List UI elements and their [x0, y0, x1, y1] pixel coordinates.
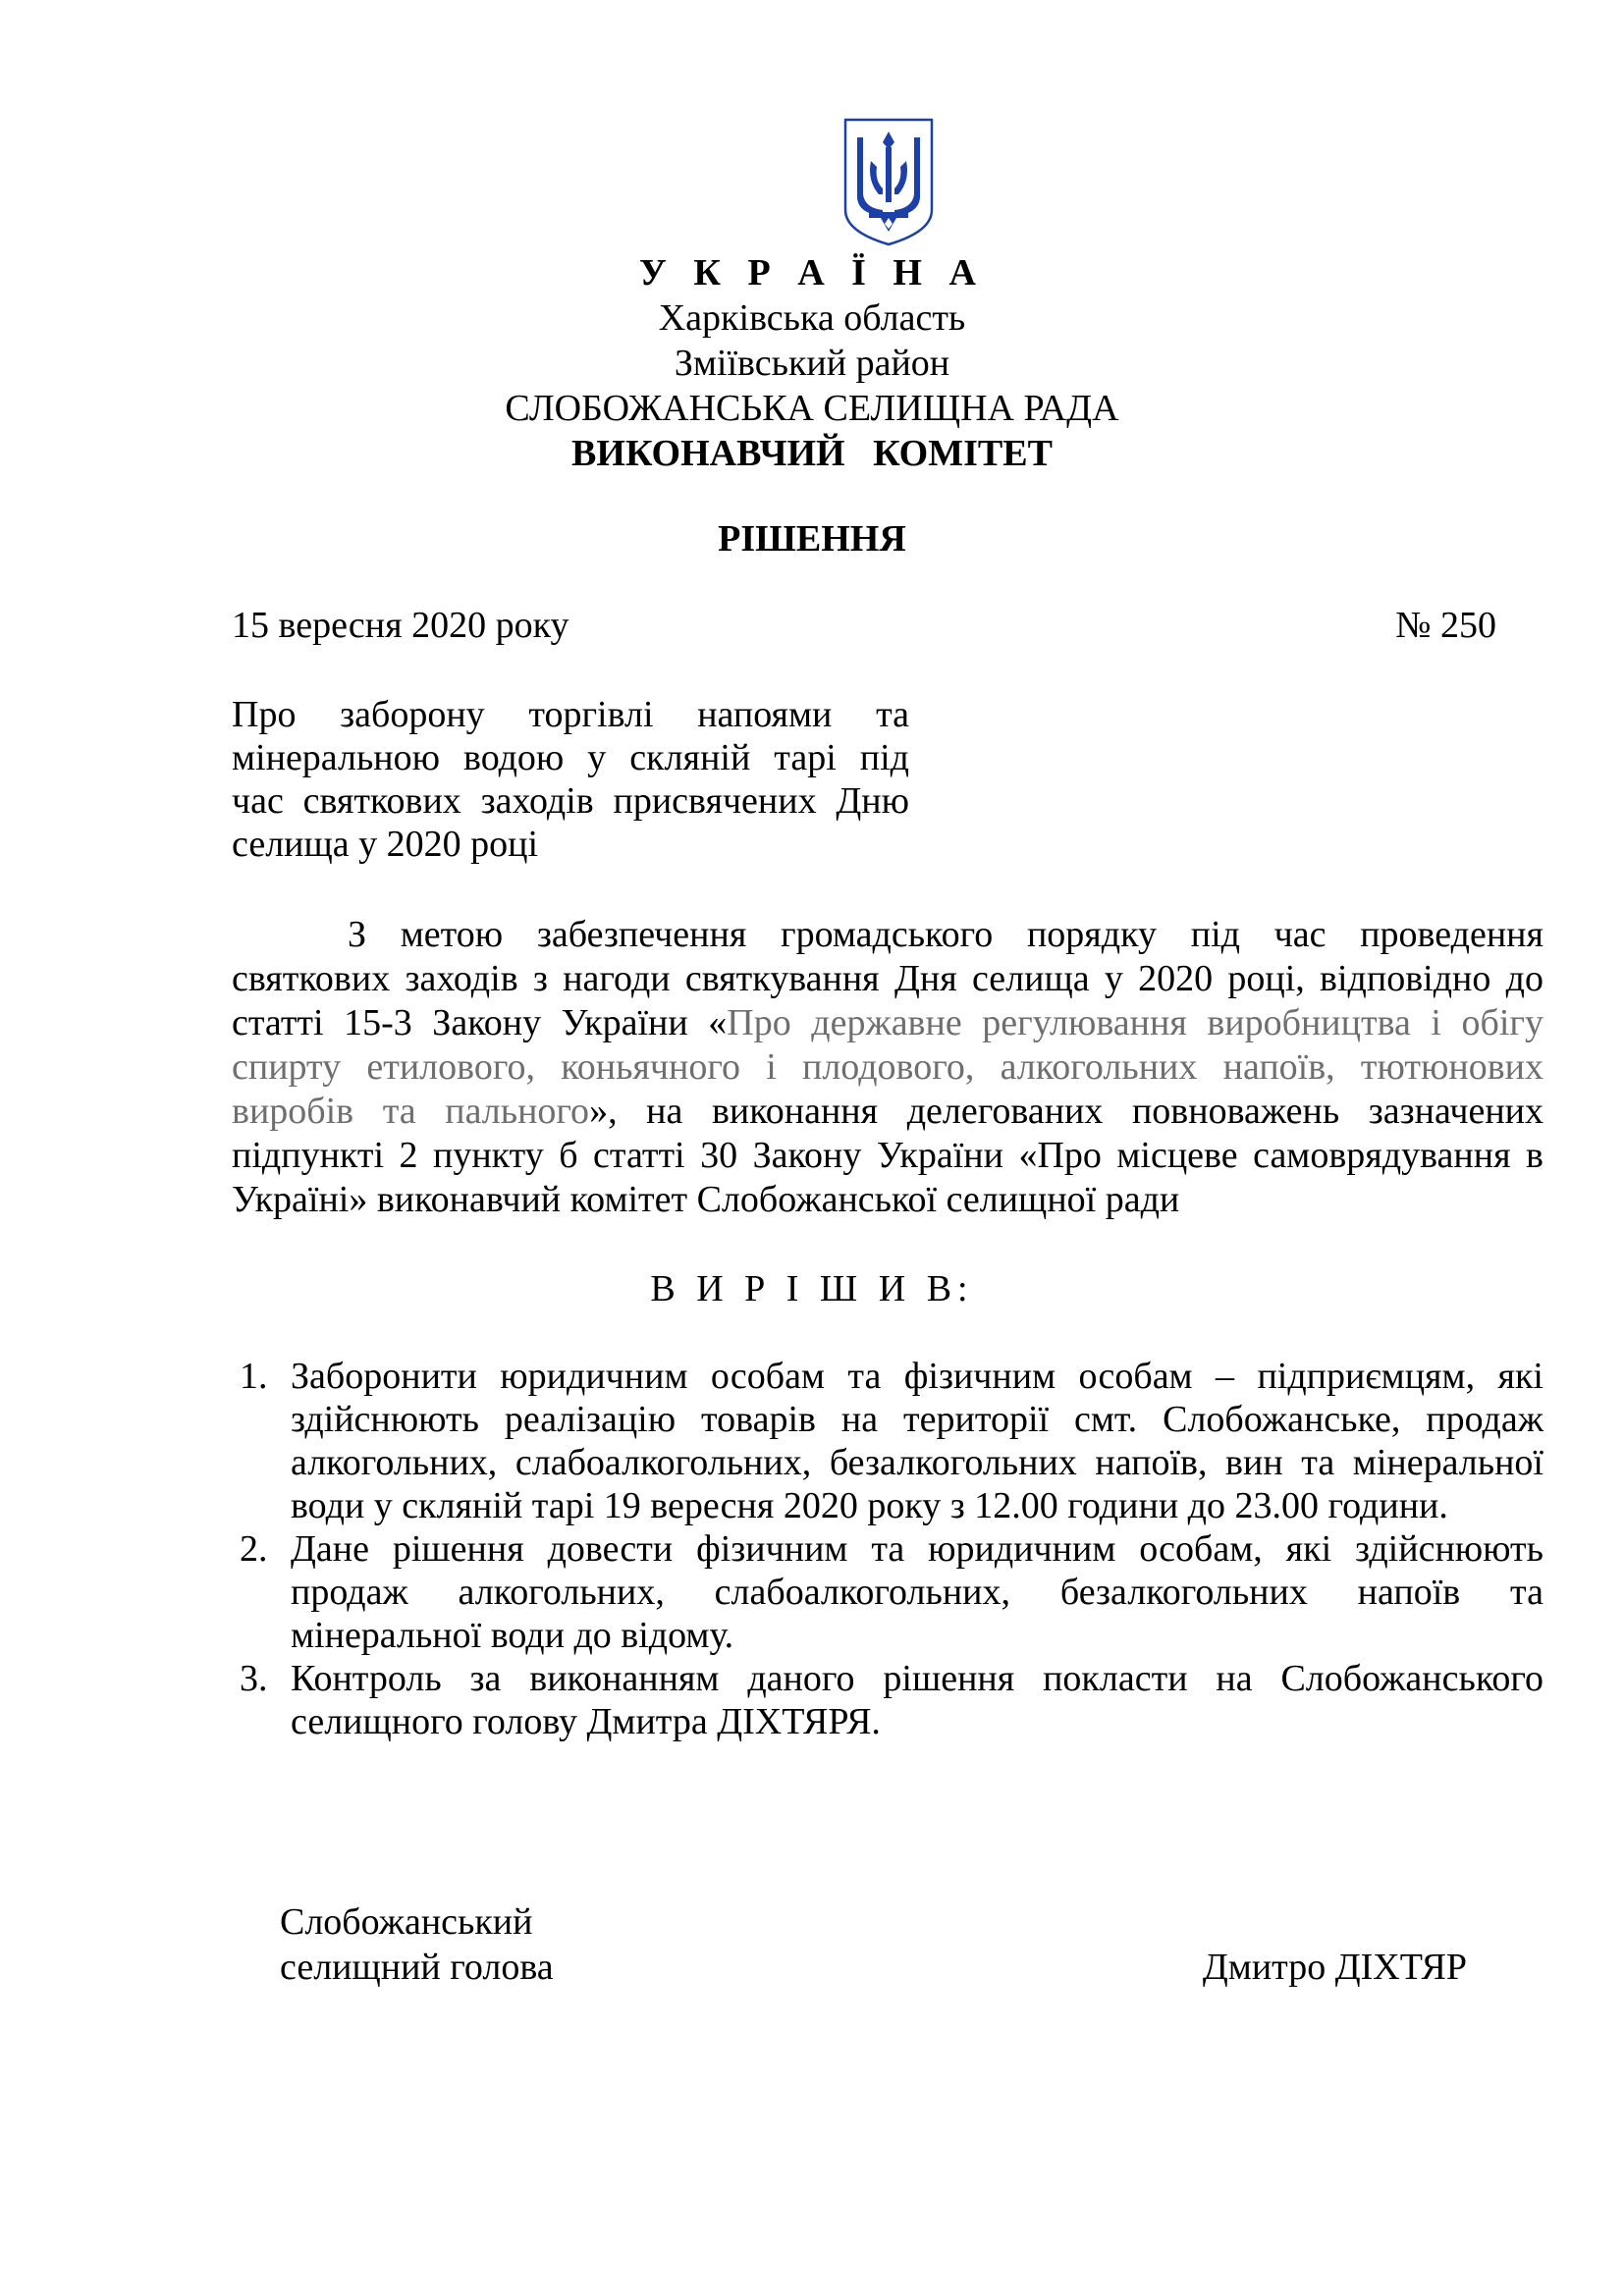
decision-item-line: селищного голову Дмитра ДІХТЯРЯ.: [291, 1701, 881, 1742]
preamble-line: святкових заходів з нагоди святкування Дня селища у 2020 році, відповідно до: [232, 958, 1543, 999]
signatory-title: [280, 1899, 554, 1990]
decision-item-line: Заборонити юридичним особам та фізичним особам – підприємцям, які: [291, 1356, 1543, 1397]
law-title-reference: Про державне регулювання виробництва і обігу: [727, 1002, 1543, 1043]
subject-line: мінеральною водою у скляній тарі під: [232, 737, 909, 778]
document-type-heading: РІШЕННЯ: [718, 518, 906, 560]
preamble-line-part: статті 15-3 Закону України «: [232, 1002, 728, 1043]
decision-item-line: Дане рішення довести фізичним та юридичним особам, які здійснюють: [291, 1528, 1543, 1570]
decision-item: [232, 1657, 1543, 1743]
signatory-title-line: селищний голова: [280, 1947, 554, 1988]
preamble-paragraph: [232, 913, 1543, 1222]
preamble-line: [232, 1090, 1543, 1134]
signatory-name: Дмитро ДІХТЯР: [1202, 1947, 1467, 1988]
decision-item-line: здійснюють реалізацію товарів на території смт. Слобожанське, продаж: [291, 1399, 1543, 1440]
committee-line: ВИКОНАВЧИЙ КОМІТЕТ: [571, 433, 1053, 474]
preamble-line: підпункті 2 пункту б статті 30 Закону України «Про місцеве самоврядування в: [232, 1135, 1543, 1176]
decision-item-number: 3.: [240, 1658, 268, 1699]
decision-list: [232, 1355, 1543, 1743]
signatory-title-line: Слобожанський: [280, 1901, 533, 1943]
preamble-line: [232, 1001, 1543, 1045]
decision-item-number: 2.: [240, 1528, 268, 1570]
preamble-line: З метою забезпечення громадського порядку під час проведення: [348, 914, 1543, 955]
decision-item-line: Контроль за виконанням даного рішення покласти на Слобожанського: [291, 1658, 1543, 1699]
subject-line: селища у 2020 році: [232, 824, 539, 865]
preamble-line: Україні» виконавчий комітет Слобожанської селищної ради: [232, 1179, 1180, 1220]
ukraine-trident-emblem-icon: [841, 116, 936, 248]
law-title-reference: спирту етилового, коньячного і плодового, алкогольних напоїв, тютюнових: [232, 1046, 1543, 1088]
decision-number: № 250: [1395, 605, 1496, 646]
decided-heading: В И Р І Ш И В:: [650, 1268, 974, 1309]
preamble-line-part: », на виконання делегованих повноважень зазначених: [589, 1091, 1543, 1132]
district-line: Зміївський район: [674, 343, 950, 384]
decision-subject: [232, 693, 909, 866]
decision-item: [232, 1355, 1543, 1527]
decision-item-line: мінеральної води до відому.: [291, 1615, 734, 1656]
decision-date: 15 вересня 2020 року: [232, 605, 569, 646]
law-title-reference: виробів та пального: [232, 1091, 590, 1132]
decision-item-number: 1.: [240, 1356, 268, 1397]
decision-item-line: продаж алкогольних, слабоалкогольних, безалкогольних напоїв та: [291, 1572, 1543, 1613]
decision-item-line: алкогольних, слабоалкогольних, безалкогольних напоїв, вин та мінеральної: [291, 1442, 1543, 1483]
council-line: СЛОБОЖАНСЬКА СЕЛИЩНА РАДА: [505, 388, 1119, 429]
decision-item-line: води у скляній тарі 19 вересня 2020 року з 12.00 години до 23.00 години.: [291, 1485, 1448, 1526]
decision-item: [232, 1527, 1543, 1657]
subject-line: час святкових заходів присвячених Дню: [232, 780, 909, 822]
region-line: Харківська область: [658, 297, 966, 339]
subject-line: Про заборону торгівлі напоями та: [232, 694, 909, 735]
country-heading: У К Р А Ї Н А: [639, 252, 985, 294]
